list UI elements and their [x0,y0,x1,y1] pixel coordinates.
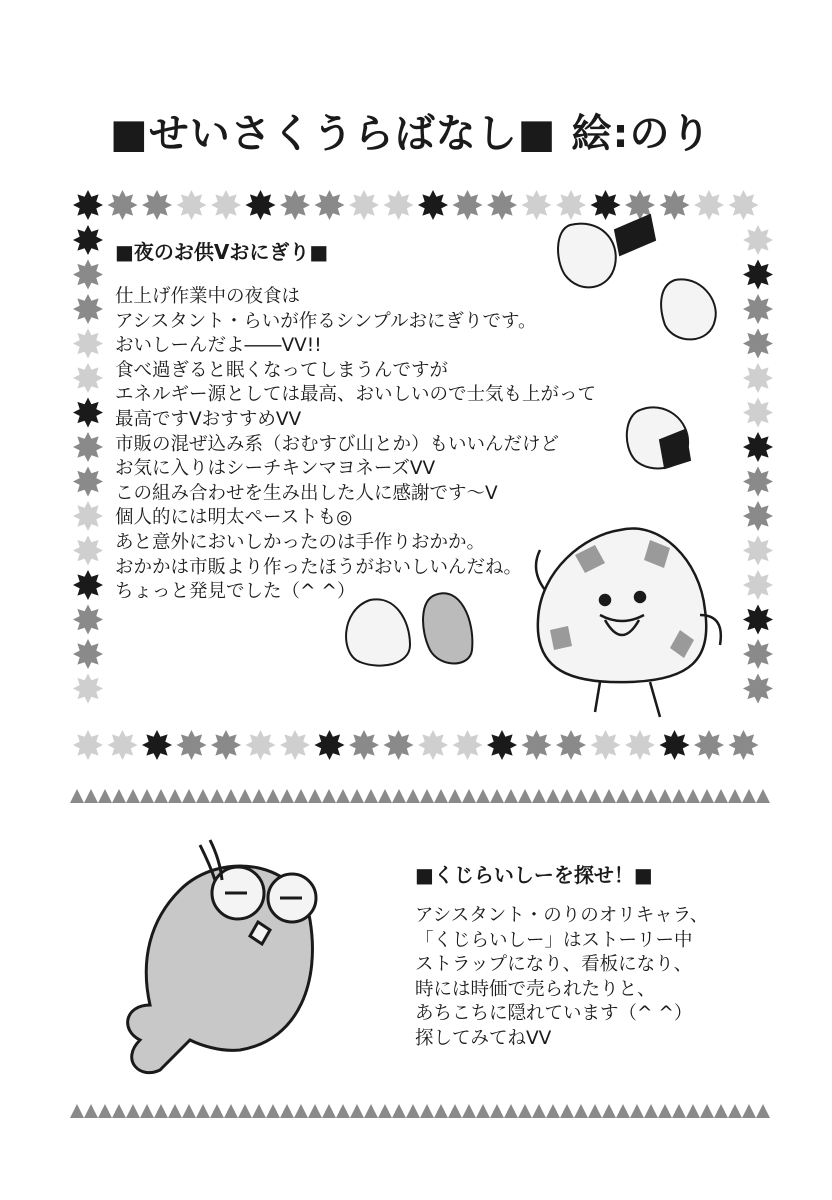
triangle-icon [574,1104,588,1118]
whale-character-illustration [128,840,316,1073]
triangle-icon [392,1104,406,1118]
triangle-icon [602,1104,616,1118]
text-line: あちこちに隠れています（^ ^） [415,1003,693,1025]
triangle-icon [336,789,350,803]
text-line: アシスタント・らいが作るシンプルおにぎりです。 [115,310,537,332]
triangle-icon [616,789,630,803]
triangle-icon [546,1104,560,1118]
triangle-icon [364,1104,378,1118]
star-icon [73,294,103,324]
triangle-icon [168,789,182,803]
triangle-icon [126,789,140,803]
triangle-icon [644,1104,658,1118]
triangle-icon [336,1104,350,1118]
star-icon [315,730,345,760]
triangle-icon [224,789,238,803]
triangle-icon [434,1104,448,1118]
triangle-icon [140,1104,154,1118]
text-line: 食べ過ぎると眠くなってしまうんですが [115,359,449,381]
triangle-icon [210,1104,224,1118]
star-icon [743,260,773,290]
star-icon [73,570,103,600]
triangle-icon [364,789,378,803]
star-icon [418,190,448,220]
star-icon [349,730,379,760]
star-icon [315,190,345,220]
star-icon [743,432,773,462]
triangle-icon [630,1104,644,1118]
text-line: ちょっと発見でした（^ ^） [115,581,356,603]
triangle-icon [658,1104,672,1118]
star-icon [73,605,103,635]
triangle-icon [532,789,546,803]
star-icon [73,730,103,760]
triangle-icon [280,789,294,803]
star-icon [694,190,724,220]
triangle-icon [686,1104,700,1118]
triangle-icon [574,789,588,803]
star-icon [349,190,379,220]
triangle-icon [294,1104,308,1118]
triangle-icon [350,789,364,803]
text-line: おいしーんだよ――VV!! [115,335,322,357]
star-icon [729,730,759,760]
star-icon [73,190,103,220]
triangle-icon [154,1104,168,1118]
triangle-icon [266,789,280,803]
section-heading-kujiraishi: ■くじらいしーを探せ！■ [415,863,653,887]
star-icon [743,605,773,635]
star-icon [142,730,172,760]
star-icon [743,363,773,393]
star-icon [743,467,773,497]
triangle-icon [742,789,756,803]
triangle-icon [518,1104,532,1118]
triangle-icon [602,789,616,803]
triangle-icon [518,789,532,803]
triangle-icon [182,1104,196,1118]
text-line: 仕上げ作業中の夜食は [115,286,301,307]
star-icon [729,190,759,220]
triangle-icon [70,789,84,803]
triangle-icon [728,1104,742,1118]
star-icon [743,674,773,704]
text-line: おかかは市販より作ったほうがおいしいんだね。 [115,556,523,578]
triangle-icon [630,789,644,803]
triangle-icon [588,789,602,803]
star-icon [487,190,517,220]
star-icon [73,501,103,531]
triangle-icon [378,1104,392,1118]
star-icon [108,190,138,220]
triangle-icon [406,1104,420,1118]
star-icon [453,190,483,220]
star-icon [73,329,103,359]
triangle-icon [252,789,266,803]
triangle-icon [462,789,476,803]
text-line: エネルギー源としては最高、おいしいので士気も上がって [115,384,597,406]
triangle-icon [238,789,252,803]
star-icon [246,190,276,220]
text-line: 個人的には明太ペーストも◎ [115,507,353,529]
triangle-icon [756,1104,770,1118]
section-heading-onigiri: ■夜のお供Vおにぎり■ [115,240,329,264]
star-icon [487,730,517,760]
triangle-icon [182,789,196,803]
star-icon [384,190,414,220]
star-icon [73,639,103,669]
text-line: 最高ですVおすすめVV [115,408,302,430]
triangle-icon [112,1104,126,1118]
triangle-icon [756,789,770,803]
page-title: ■せいさくうらばなし■ 絵:のり [110,111,712,157]
triangle-icon [224,1104,238,1118]
triangle-icon [98,1104,112,1118]
triangle-icon [686,789,700,803]
text-line: ストラップになり、看板になり、 [415,954,693,976]
triangle-icon [588,1104,602,1118]
triangle-icon [714,1104,728,1118]
triangle-icon [98,789,112,803]
star-icon [743,398,773,428]
triangle-icon [742,1104,756,1118]
star-icon [743,536,773,566]
text-line: 「くじらいしー」はストーリー中 [415,929,693,951]
triangle-icon [154,789,168,803]
triangle-icon [266,1104,280,1118]
triangle-icon [350,1104,364,1118]
star-icon [73,398,103,428]
triangle-icon [196,789,210,803]
triangle-icon [420,1104,434,1118]
triangle-icon [308,1104,322,1118]
star-icon [280,190,310,220]
star-icon [384,730,414,760]
triangle-icon [406,789,420,803]
star-icon [142,190,172,220]
triangle-icon [672,1104,686,1118]
triangle-icon [308,789,322,803]
star-icon [211,730,241,760]
text-line: お気に入りはシーチキンマヨネーズVV [115,458,436,480]
triangle-icon [700,789,714,803]
triangle-icon [448,1104,462,1118]
triangle-icon [140,789,154,803]
triangle-icon [196,1104,210,1118]
star-icon [73,467,103,497]
triangle-icon [504,789,518,803]
star-icon [625,730,655,760]
triangle-icon [294,789,308,803]
triangle-icon [84,789,98,803]
triangle-icon [462,1104,476,1118]
star-icon [246,730,276,760]
triangle-icon [112,789,126,803]
triangle-icon [700,1104,714,1118]
star-icon [73,674,103,704]
text-line: この組み合わせを生み出した人に感謝です～V [115,482,498,504]
onigiri-article-body [115,285,596,605]
star-icon [743,501,773,531]
triangle-icon [672,789,686,803]
text-line: 市販の混ぜ込み系（おむすび山とか）もいいんだけど [115,433,560,455]
triangle-icon [714,789,728,803]
triangle-icon [728,789,742,803]
triangle-icon [476,1104,490,1118]
star-icon [418,730,448,760]
text-line: あと意外においしかったのは手作りおかか。 [115,531,486,553]
triangle-icon [490,1104,504,1118]
triangle-icon [560,789,574,803]
triangle-icon [546,789,560,803]
text-line: 時には時価で売られたりと、 [415,978,656,1000]
triangle-icon [448,789,462,803]
triangle-icon [644,789,658,803]
star-icon [73,536,103,566]
star-icon [280,730,310,760]
star-icon [522,730,552,760]
star-icon [177,730,207,760]
star-icon [522,190,552,220]
star-icon [743,225,773,255]
triangle-icon [532,1104,546,1118]
triangle-icon [322,1104,336,1118]
triangle-icon [434,789,448,803]
triangle-icon [378,789,392,803]
triangle-icon [616,1104,630,1118]
triangle-icon [322,789,336,803]
star-icon [591,730,621,760]
triangle-icon [210,789,224,803]
text-line: 探してみてねVV [415,1027,552,1049]
star-icon [73,363,103,393]
star-icon [660,190,690,220]
triangle-icon [490,789,504,803]
star-icon [660,730,690,760]
star-icon [556,730,586,760]
star-icon [108,730,138,760]
star-icon [743,639,773,669]
text-line: アシスタント・のりのオリキャラ、 [415,905,709,926]
triangle-icon [658,789,672,803]
triangle-icon [420,789,434,803]
kujiraishi-article-body [415,904,708,1052]
triangle-icon [168,1104,182,1118]
star-icon [556,190,586,220]
star-icon [591,190,621,220]
star-icon [73,260,103,290]
star-icon [453,730,483,760]
star-icon [211,190,241,220]
star-icon [73,225,103,255]
triangle-icon [392,789,406,803]
star-icon [177,190,207,220]
triangle-icon [70,1104,84,1118]
star-icon [743,570,773,600]
star-icon [743,294,773,324]
triangle-icon [280,1104,294,1118]
star-icon [694,730,724,760]
triangle-icon [252,1104,266,1118]
triangle-icon [238,1104,252,1118]
triangle-icon [126,1104,140,1118]
star-icon [743,329,773,359]
triangle-icon [476,789,490,803]
triangle-icon [560,1104,574,1118]
star-icon [73,432,103,462]
triangle-icon [504,1104,518,1118]
triangle-icon [84,1104,98,1118]
